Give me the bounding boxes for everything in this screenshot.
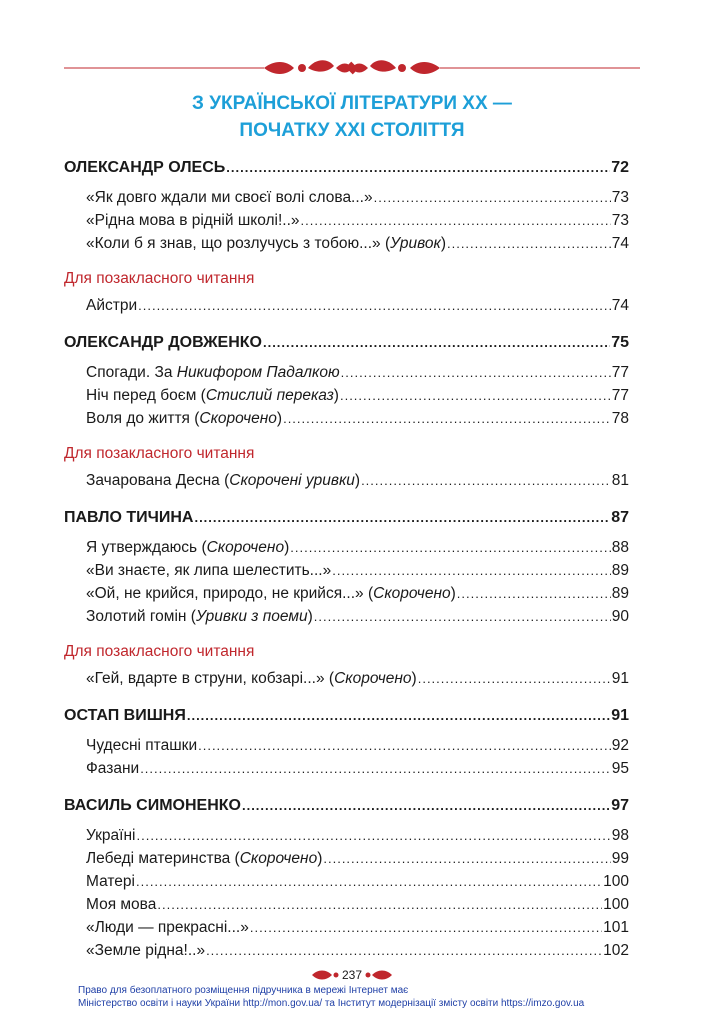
toc-entry[interactable]: Айстри ..... 74 [86,294,629,317]
toc-entry[interactable]: «Коли б я знав, що розлучусь з тобою...» (Уривок) ..... 74 [86,232,629,255]
toc-entry[interactable]: «Люди — прекрасні...» ..... 101 [86,916,629,939]
section-title-line1: З УКРАЇНСЬКОЇ ЛІТЕРАТУРИ ХХ — [192,93,512,114]
page-number: 237 [341,968,363,982]
extra-reading-label: Для позакласного читання [64,270,255,287]
toc-entry[interactable]: Чудесні пташки ..... 92 [86,734,629,757]
toc-entry[interactable]: Матері ..... 100 [86,870,629,893]
ornament-divider [64,58,640,78]
page-number-block [300,965,404,985]
extra-reading-label: Для позакласного читання [64,643,255,660]
toc-entry[interactable]: «Земле рідна!..» ..... 102 [86,939,629,962]
toc-entry[interactable]: Зачарована Десна (Скорочені уривки) ..... 81 [86,469,629,492]
toc-entry[interactable]: Воля до життя (Скорочено) ..... 78 [86,407,629,430]
toc-author-vyshnia[interactable]: ОСТАП ВИШНЯ ..... 91 [64,704,629,727]
toc-entry[interactable]: Лебеді материнства (Скорочено) ..... 99 [86,847,629,870]
footer-line-2[interactable]: Міністерство освіти і науки України http://mon.gov.ua/ та Інститут модернізації змісту освіти https://imzo.gov.ua [78,998,585,1009]
table-of-contents [64,156,629,962]
toc-author-tychyna[interactable]: ПАВЛО ТИЧИНА ..... 87 [64,506,629,529]
toc-entry[interactable]: Спогади. За Никифором Падалкою ..... 77 [86,361,629,384]
toc-entry[interactable]: «Як довго ждали ми своєї волі слова...» ..... 73 [86,186,629,209]
toc-entry[interactable]: Ніч перед боєм (Стислий переказ) ..... 77 [86,384,629,407]
toc-entry[interactable]: «Ви знаєте, як липа шелестить...» ..... 89 [86,559,629,582]
footer-line-1: Право для безоплатного розміщення підручника в мережі Інтернет має [78,985,409,996]
toc-author-dovzhenko[interactable]: ОЛЕКСАНДР ДОВЖЕНКО ..... 75 [64,331,629,354]
toc-entry[interactable]: «Ой, не крийся, природо, не крийся...» (Скорочено) ..... 89 [86,582,629,605]
toc-entry[interactable]: Золотий гомін (Уривки з поеми) ..... 90 [86,605,629,628]
footer-notice [78,984,678,1010]
toc-entry[interactable]: Фазани ..... 95 [86,757,629,780]
toc-entry[interactable]: «Гей, вдарте в струни, кобзарі...» (Скорочено) ..... 91 [86,667,629,690]
toc-author-symonenko[interactable]: ВАСИЛЬ СИМОНЕНКО ..... 97 [64,794,629,817]
toc-entry[interactable]: Україні ..... 98 [86,824,629,847]
toc-entry[interactable]: Моя мова ..... 100 [86,893,629,916]
toc-entry[interactable]: «Рідна мова в рідній школі!..» ..... 73 [86,209,629,232]
toc-author-oles[interactable]: ОЛЕКСАНДР ОЛЕСЬ ..... 72 [64,156,629,179]
section-title [0,90,704,144]
extra-reading-label: Для позакласного читання [64,445,255,462]
section-title-line2: ПОЧАТКУ ХХІ СТОЛІТТЯ [239,120,465,141]
toc-entry[interactable]: Я утверждаюсь (Скорочено) ..... 88 [86,536,629,559]
